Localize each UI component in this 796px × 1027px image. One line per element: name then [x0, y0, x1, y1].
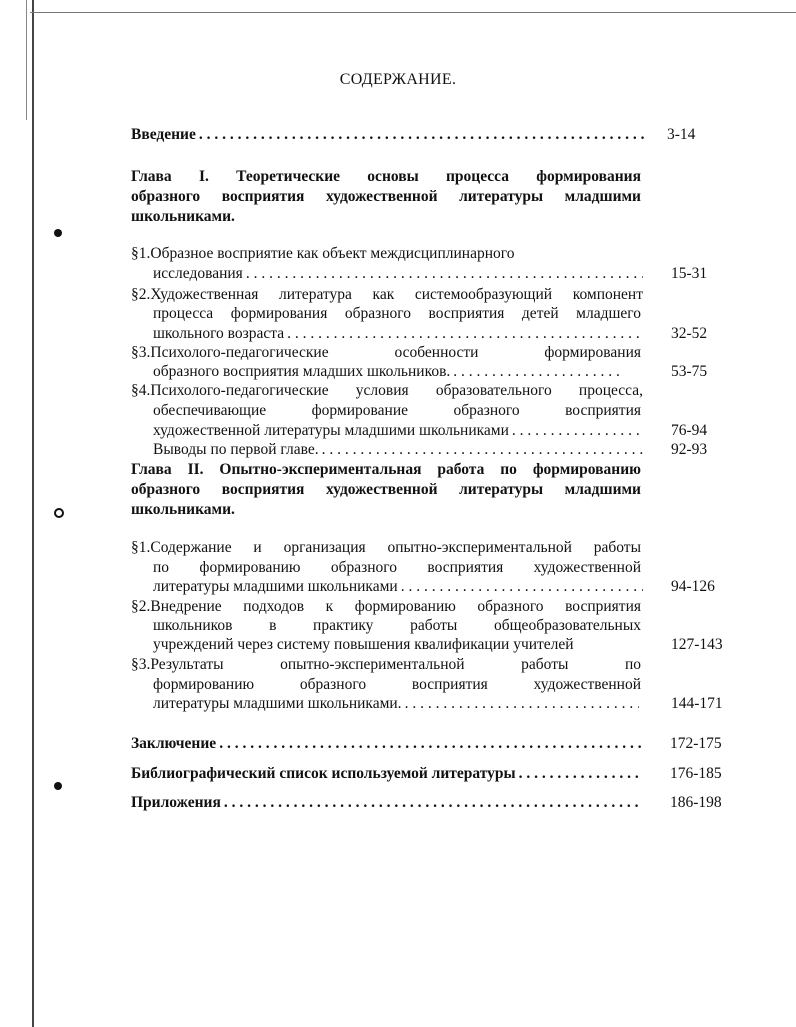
- toc-pages: 76-94: [671, 422, 708, 439]
- toc-pages: 32-52: [671, 325, 708, 342]
- hole-punch-mark: [54, 229, 62, 237]
- toc-pages: 53-75: [671, 363, 708, 380]
- chapter1-heading-line: [131, 167, 711, 187]
- chapter2-heading-line: [131, 480, 711, 500]
- toc-section-line: [131, 244, 711, 264]
- toc-text: исследования: [153, 265, 243, 282]
- toc-text: учреждений через систему повышения квалификации учителей: [153, 636, 574, 653]
- toc-pages: 144-171: [671, 695, 723, 712]
- toc-intro: [131, 125, 711, 145]
- toc-label: Введение: [131, 126, 196, 143]
- hole-punch-ring: [54, 508, 64, 518]
- dot-leader: [401, 577, 643, 597]
- toc-pages: 172-175: [670, 735, 722, 752]
- toc-text: процесса формирования образного восприятия детей младшего: [153, 305, 641, 322]
- toc-section-line: [153, 675, 711, 695]
- toc-text: §2.Художественная литература как системообразующий компонент: [131, 286, 643, 303]
- toc-text: литературы младшими школьниками: [153, 578, 398, 595]
- toc-conclusion: [131, 734, 722, 754]
- toc-text: формированию образного восприятия художественной: [153, 676, 641, 693]
- toc-text: обеспечивающие формирование образного восприятия: [153, 402, 641, 419]
- page-title: СОДЕРЖАНИЕ.: [339, 71, 457, 88]
- toc-section-line: [131, 597, 711, 617]
- toc-label: Библиографический список используемой литературы: [131, 765, 516, 782]
- toc-pages: 176-185: [670, 765, 722, 782]
- toc-text: Глава II. Опытно-экспериментальная работа по формированию: [131, 461, 641, 478]
- hole-punch-mark: [54, 782, 62, 790]
- dot-leader: [405, 694, 639, 714]
- toc-text: §3.Психолого-педагогические особенности формирования: [131, 344, 641, 361]
- scan-top-line: [30, 12, 796, 13]
- toc-section-line: [153, 264, 711, 284]
- toc-text: Выводы по первой главе.: [153, 441, 319, 458]
- chapter1-heading-line: [131, 187, 711, 207]
- toc-section-line: [153, 635, 723, 655]
- toc-text: §1.Образное восприятие как объект междисциплинарного: [131, 245, 515, 262]
- toc-section-line: [131, 381, 711, 401]
- toc-pages: 92-93: [671, 441, 708, 458]
- toc-text: образного восприятия художественной литературы младшими: [131, 188, 641, 205]
- toc-text: школьниками.: [131, 208, 235, 225]
- dot-leader: [199, 125, 646, 145]
- dot-leader: [287, 324, 643, 344]
- toc-text: школьниками.: [131, 501, 235, 518]
- toc-section-line: [153, 324, 711, 344]
- chapter2-heading-line: [131, 500, 711, 520]
- dot-leader: [453, 362, 621, 382]
- toc-label: Приложения: [131, 794, 221, 811]
- toc-pages: 94-126: [671, 578, 715, 595]
- scan-edge-line-faint: [26, 0, 27, 120]
- toc-pages: 127-143: [671, 636, 723, 653]
- toc-section-line: [153, 616, 711, 636]
- dot-leader: [219, 734, 643, 754]
- toc-label: Заключение: [131, 735, 217, 752]
- toc-text: образного восприятия младших школьников.: [153, 363, 451, 380]
- toc-section-line: [153, 304, 711, 324]
- toc-text: образного восприятия художественной литературы младшими: [131, 481, 641, 498]
- toc-text: §1.Содержание и организация опытно-экспериментальной работы: [131, 539, 641, 556]
- toc-section-line: [131, 538, 711, 558]
- toc-section-line: [153, 694, 723, 714]
- toc-text: §2.Внедрение подходов к формированию образного восприятия: [131, 598, 641, 615]
- toc-text: Глава I. Теоретические основы процесса формирования: [131, 168, 641, 185]
- toc-text: художественной литературы младшими школьниками: [153, 422, 509, 439]
- toc-section-line: [153, 577, 715, 597]
- dot-leader: [512, 421, 643, 441]
- dot-leader: [246, 264, 643, 284]
- toc-section-line: [153, 421, 711, 441]
- dot-leader: [224, 793, 641, 813]
- toc-text: школьного возраста: [153, 325, 285, 342]
- toc-pages: 186-198: [670, 794, 722, 811]
- toc-pages: 15-31: [671, 265, 708, 282]
- scan-edge-line: [32, 0, 34, 1027]
- toc-section-line: [131, 655, 711, 675]
- chapter1-heading-line: [131, 207, 711, 227]
- toc-text: §3.Результаты опытно-экспериментальной работы по: [131, 656, 641, 673]
- toc-section-line: [153, 558, 711, 578]
- toc-section-line: [131, 285, 711, 305]
- toc-text: §4.Психолого-педагогические условия образовательного процесса,: [131, 382, 643, 399]
- dot-leader: [322, 440, 643, 460]
- toc-bibliography: [131, 764, 722, 784]
- toc-section-line: [131, 343, 711, 363]
- toc-pages: 3-14: [667, 126, 696, 143]
- toc-section-line: [153, 440, 711, 460]
- toc-text: по формированию образного восприятия художественной: [153, 559, 641, 576]
- toc-section-line: [153, 401, 711, 421]
- dot-leader: [519, 764, 643, 784]
- toc-text: литературы младшими школьниками.: [153, 695, 402, 712]
- toc-appendix: [131, 793, 722, 813]
- chapter2-heading-line: [131, 460, 711, 480]
- toc-text: школьников в практику работы общеобразовательных: [153, 617, 641, 634]
- toc-section-line: [131, 362, 711, 382]
